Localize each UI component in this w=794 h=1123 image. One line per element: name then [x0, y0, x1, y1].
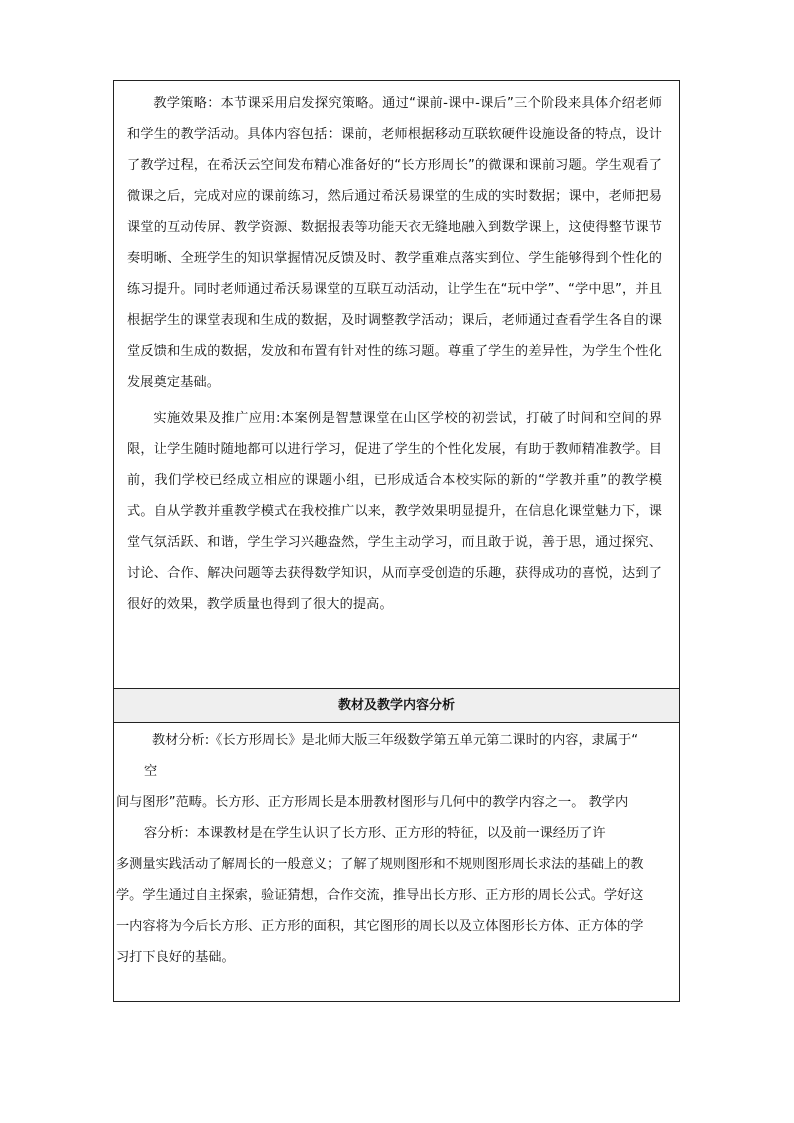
- analysis-line: 学。学生通过自主探索，验证猜想，合作交流，推导出长方形、正方形的周长公式。学好这: [116, 888, 644, 903]
- analysis-line: 容分析：本课教材是在学生认识了长方形、正方形的特征，以及前一课经历了许: [144, 826, 606, 841]
- analysis-line: 多测量实践活动了解周长的一般意义；了解了规则图形和不规则图形周长求法的基础上的教: [116, 857, 644, 872]
- strategy-cell: [114, 81, 679, 689]
- analysis-line: 教材分析:《长方形周长》是北师大版三年级数学第五单元第二课时的内容，隶属于“: [152, 733, 639, 748]
- implementation-effect-paragraph: 实施效果及推广应用:本案例是智慧课堂在山区学校的初尝试，打破了时间和空间的界限，让学生随时随地都可以进行学习，促进了学生的个性化发展，有助于教师精准教学。目前，我们学校已经成立相应的课题小组，已形成适合本校实际的新的“学教并重”的教学模式。自从学教并重教学模式在我校推广以来，教学效果明显提升，在信息化课堂魅力下，课堂气氛活跃、和谐，学生学习兴趣盎然，学生主动学习，而且敢于说，善于思，通过探究、讨论、合作、解决问题等去获得数学知识，从而享受创造的乐趣，获得成功的喜悦，达到了很好的效果，教学质量也得到了很大的提高。: [127, 411, 662, 612]
- analysis-line: 空: [144, 764, 158, 779]
- analysis-cell: [114, 723, 679, 1001]
- analysis-line: 一内容将为今后长方形、正方形的面积，其它图形的周长以及立体图形长方体、正方体的学: [116, 919, 644, 934]
- content-table: [113, 80, 680, 1002]
- analysis-line: 间与图形”范畴。长方形、正方形周长是本册教材图形与几何中的教学内容之一。 教学内: [116, 795, 629, 810]
- analysis-line: 习打下良好的基础。: [116, 950, 235, 965]
- section-header: 教材及教学内容分析: [114, 689, 679, 723]
- teaching-strategy-paragraph: 教学策略：本节课采用启发探究策略。通过“课前-课中-课后”三个阶段来具体介绍老师和学生的教学活动。具体内容包括：课前，老师根据移动互联软硬件设施设备的特点，设计了教学过程，在希沃云空间发布精心准备好的“长方形周长”的微课和课前习题。学生观看了微课之后，完成对应的课前练习，然后通过希沃易课堂的生成的实时数据；课中，老师把易课堂的互动传屏、教学资源、数据报表等功能天衣无缝地融入到数学课上，这使得整节课节奏明晰、全班学生的知识掌握情况反馈及时、教学重难点落实到位、学生能够得到个性化的练习提升。同时老师通过希沃易课堂的互联互动活动，让学生在“玩中学”、“学中思”，并且根据学生的课堂表现和生成的数据，及时调整教学活动；课后，老师通过查看学生各自的课堂反馈和生成的数据，发放和布置有针对性的练习题。尊重了学生的差异性，为学生个性化发展奠定基础。: [127, 96, 662, 390]
